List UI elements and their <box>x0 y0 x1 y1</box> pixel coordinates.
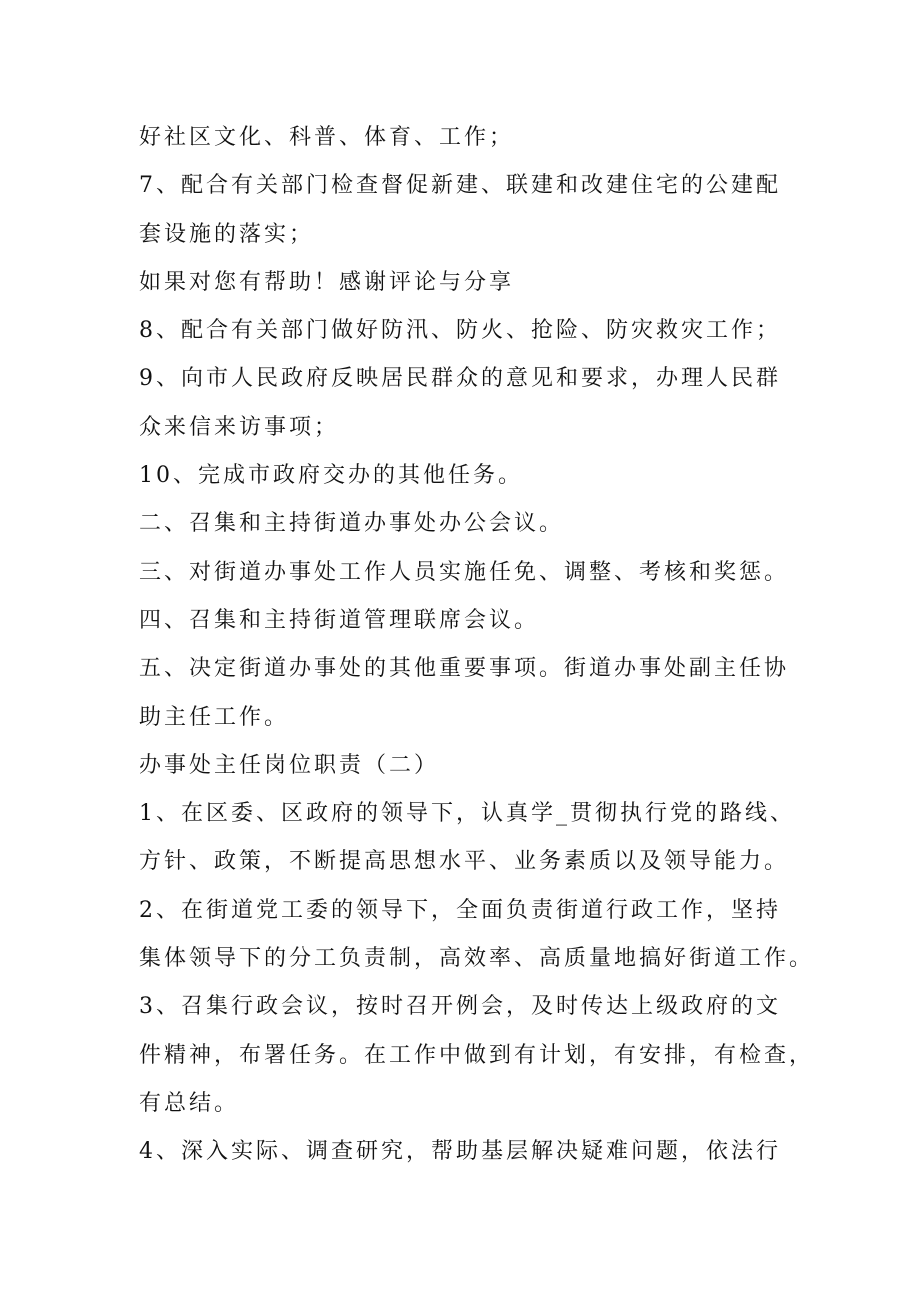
text-line: 4、深入实际、调查研究，帮助基层解决疑难问题，依法行 <box>139 1139 781 1165</box>
text-line: 三、对街道办事处工作人员实施任免、调整、考核和奖惩。 <box>139 559 790 585</box>
text-line: 2、在街道党工委的领导下，全面负责街道行政工作，坚持 <box>139 897 781 923</box>
text-line: 9、向市人民政府反映居民群众的意见和要求，办理人民群 <box>139 366 781 392</box>
text-line: 五、决定街道办事处的其他重要事项。街道办事处副主任协 <box>139 656 790 682</box>
text-line: 8、配合有关部门做好防汛、防火、抢险、防灾救灾工作； <box>139 318 781 344</box>
text-line: 好社区文化、科普、体育、工作； <box>139 125 515 150</box>
text-line: 二、召集和主持街道办事处办公会议。 <box>139 511 565 537</box>
text-line: 7、配合有关部门检查督促新建、联建和改建住宅的公建配 <box>139 173 781 199</box>
text-line: 集体领导下的分工负责制，高效率、高质量地搞好街道工作。 <box>139 946 815 972</box>
section-heading: 办事处主任岗位职责（二） <box>139 752 440 778</box>
text-line: 助主任工作。 <box>139 704 290 730</box>
text-line: 1、在区委、区政府的领导下，认真学_贯彻执行党的路线、 <box>139 801 795 827</box>
text-line: 众来信来访事项； <box>139 414 340 440</box>
text-line: 套设施的落实； <box>139 221 315 247</box>
text-line: 10、完成市政府交办的其他任务。 <box>139 463 523 489</box>
text-line: 件精神，布署任务。在工作中做到有计划，有安排，有检查， <box>139 1042 815 1068</box>
text-line: 有总结。 <box>139 1090 240 1116</box>
text-line: 方针、政策，不断提高思想水平、业务素质以及领导能力。 <box>139 849 790 875</box>
text-line: 3、召集行政会议，按时召开例会，及时传达上级政府的文 <box>139 994 781 1020</box>
text-line: 四、召集和主持街道管理联席会议。 <box>139 607 540 633</box>
document-body <box>139 114 815 1177</box>
text-line: 如果对您有帮助！感谢评论与分享 <box>139 269 515 295</box>
